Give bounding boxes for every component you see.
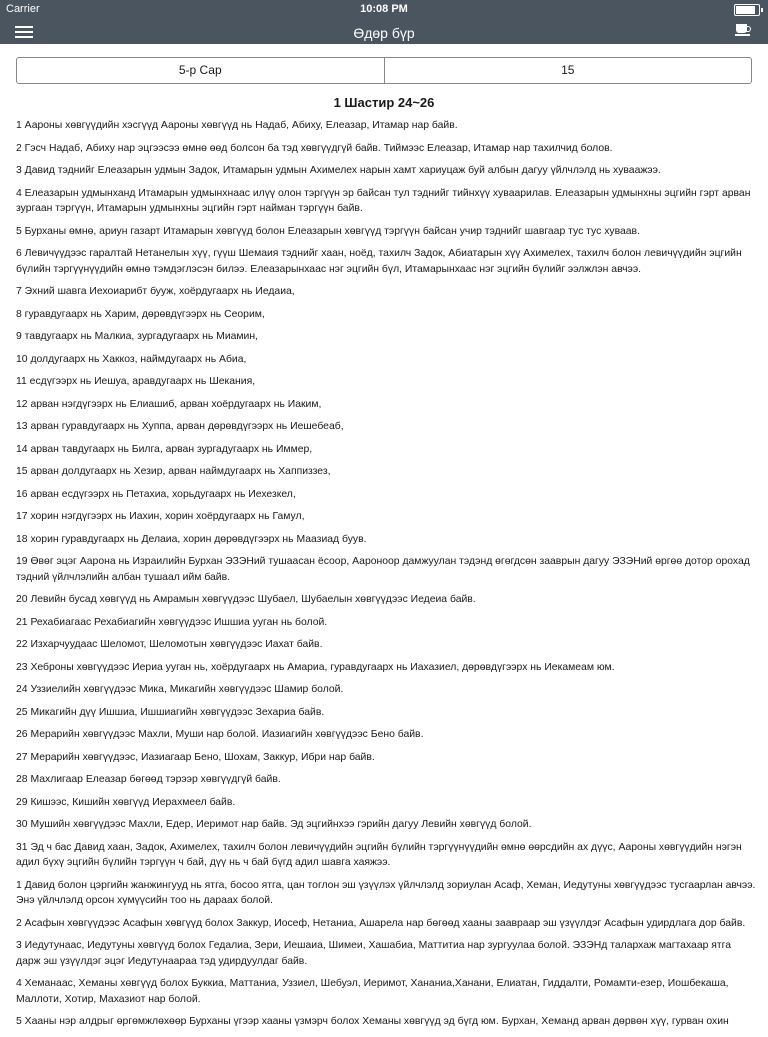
verse-text: 30 Мушийн хөвгүүдээс Махли, Едер, Иеримот нар байв. Эд эцгийнхээ гэрийн дагуу Левийн хөвгүүд болой. xyxy=(16,819,532,830)
verse-text: 17 хорин нэгдүгээрх нь Иахин, хорин хоёрдугаарх нь Гамул, xyxy=(16,511,305,522)
verse-text: 5 Хааны нэр алдрыг өргөмжлөхөөр Бурханы үгээр хааны үзмэрч болох Хеманы хөвгүүд эд бүгд юм. Бурхан, Хеманд арван дөрвөн хүү, гурван охин xyxy=(16,1016,729,1027)
verse-text: 9 тавдугаарх нь Малкиа, зургадугаарх нь Миамин, xyxy=(16,331,258,342)
verse-text: 28 Махлигаар Елеазар бөгөөд тэрээр хөвгүүдгүй байв. xyxy=(16,774,281,785)
status-bar xyxy=(0,0,768,20)
battery-icon xyxy=(734,4,760,16)
verse-text: 23 Хеброны хөвгүүдээс Иериа ууган нь, хоёрдугаарх нь Амариа, гуравдугаарх нь Иахазиел, дөрөвдүгээрх нь Иекамеам юм. xyxy=(16,661,615,673)
verse-text: 13 арван гуравдугаарх нь Хуппа, арван дөрөвдүгээрх нь Иешебеаб, xyxy=(16,421,344,432)
verse-list xyxy=(16,118,756,1037)
verse-text: 3 Давид тэднийг Елеазарын удмын Задок, Итамарын удмын Ахимелех нарын хамт хариуцаж буй албын дагуу үйлчлэлд нь хуваажээ. xyxy=(16,165,661,176)
nav-bar xyxy=(0,20,768,44)
verse-text: 3 Иедутунаас, Иедутуны хөвгүүд болох Гедалиа, Зери, Иешаиа, Шимеи, Хашабиа, Маттитиа нар зургуулаа болой. ЭЗЭНд талархаж магтахаар ятга дарж эш үзүүлдэг эцэг Иедутунаараа тэд удирдуулдаг байв. xyxy=(16,940,731,967)
coffee-cup-icon[interactable] xyxy=(736,24,750,36)
verse-text: 26 Мерарийн хөвгүүдээс Махли, Муши нар болой. Иазиагийн хөвгүүдээс Бено байв. xyxy=(16,729,424,740)
verse-text: 25 Микагийн дүү Ишшиа, Ишшиагийн хөвгүүдээс Зехариа байв. xyxy=(16,706,325,718)
verse-text: 22 Изхарчуудаас Шеломот, Шеломотын хөвгүүдээс Иахат байв. xyxy=(16,639,323,650)
verse-text: 19 Өвөг эцэг Аарона нь Израилийн Бурхан ЭЗЭНий тушаасан ёсоор, Аароноор дамжуулан тэдэнд өгөгдсөн зааврын дагуу ЭЗЭНий өргөө дотор орохад тэдний үйлчлэлийн албан тушаал ийм байв. xyxy=(16,556,750,583)
verse-text: 1 Давид болон цэргийн жанжингууд нь ятга, босоо ятга, цан тоглон эш үзүүлэх үйлчлэлд зориулан Асаф, Хеман, Иедутуны хөвгүүдээс тусгаарлан авчээ. Энэ үйлчлэлд орсон хүмүүсийн тоо нь дараах болой. xyxy=(16,879,756,906)
verse-text: 16 арван есдүгээрх нь Петахиа, хорьдугаарх нь Иехезкел, xyxy=(16,488,296,500)
status-time: 10:08 PM xyxy=(360,3,408,15)
carrier-label: Carrier xyxy=(6,3,40,15)
verse-text: 15 арван долдугаарх нь Хезир, арван наймдугаарх нь Хаппиззез, xyxy=(16,466,331,477)
verse-text: 2 Асафын хөвгүүдээс Асафын хөвгүүд болох Заккур, Иосеф, Нетаниа, Ашарела нар бөгөөд хааны зааврaар эш үзүүлдэг Асафын удирдлага дор байв. xyxy=(16,917,746,929)
verse-text: 21 Рехабиагаас Рехабиагийн хөвгүүдээс Ишшиа ууган нь болой. xyxy=(16,616,328,628)
verse-text: 4 Хеманаас, Хеманы хөвгүүд болох Буккиа, Маттаниа, Уззиел, Шебуэл, Иеримот, Хананиа,Ханани, Елиатан, Гиддалти, Ромамти-езер, Иошбекаша, Маллоти, Хотир, Махазиот нар болой. xyxy=(16,978,729,1005)
verse-text: 7 Эхний шавга Иехоиарибт бууж, хоёрдугаарх нь Иедаиа, xyxy=(16,286,295,297)
verse-text: 1 Аароны хөвгүүдийн хэсгүүд Аароны хөвгүүд нь Надаб, Абиху, Елеазар, Итамар нар байв. xyxy=(16,120,458,131)
verse-text: 5 Бурханы өмнө, ариун газарт Итамарын хөвгүүд болон Елеазарын хөвгүүд тэргүүн байсан учир тэднийг шавгаар тус тус хуваав. xyxy=(16,225,640,237)
verse-text: 6 Левичүүдээс гаралтай Нетанелын хүү, гүүш Шемаия тэднийг хаан, ноёд, тахилч Задок, Абиатарын хүү Ахимелех, тахилч болон левичүүдийн эцгийн бүлийн тэргүүнүүдийн өмнө тэмдэглэсэн билээ. Елеазарынхаас нэг эцгийн бүл, Итамарынхаас нэг эцгийн бүлийг ээлжлэн авчээ. xyxy=(16,248,742,275)
verse-text: 4 Елеазарын удмынханд Итамарын удмынхнаас илүү олон тэргүүн эр байсан тул тэднийг тийнхүү хуваарилав. Елеазарын удмынхны эцгийн гэрт арван зургаан тэргүүн, Итамарын удмынхны эцгийн гэрт найман тэргүүн байв. xyxy=(16,187,751,214)
verse-text: 29 Кишээс, Кишийн хөвгүүд Иерахмеел байв. xyxy=(16,796,236,808)
verse-text: 8 гуравдугаарх нь Харим, дөрөвдүгээрх нь Сеорим, xyxy=(16,308,265,320)
chapter-title: 1 Шастир 24~26 xyxy=(333,95,435,110)
verse-text: 18 хорин гуравдугаарх нь Делаиа, хорин дөрөвдүгээрх нь Маазиад буув. xyxy=(16,533,367,545)
verse-text: 12 арван нэгдүгээрх нь Елиашиб, арван хоёрдугаарх нь Иаким, xyxy=(16,398,322,410)
page-title: Өдөр бүр xyxy=(353,25,415,41)
day-selector[interactable]: 15 xyxy=(384,58,752,83)
verse-text: 27 Мерарийн хөвгүүдээс, Иазиагаар Бено, Шохам, Заккур, Ибри нар байв. xyxy=(16,751,375,763)
verse-text: 2 Гэсч Надаб, Абиху нар эцгээсээ өмнө өөд болсон ба тэд хөвгүүдгүй байв. Тиймээс Елеазар, Итамар нар тахилчид болов. xyxy=(16,142,613,154)
date-selector xyxy=(16,57,752,84)
verse-text: 10 долдугаарх нь Хаккоз, наймдугаарх нь Абиа, xyxy=(16,353,247,365)
month-selector[interactable]: 5-р Сар xyxy=(178,63,222,77)
verse-text: 20 Левийн бусад хөвгүүд нь Амрамын хөвгүүдээс Шубаел, Шубаелын хөвгүүдээс Иедеиа байв. xyxy=(16,594,476,605)
verse-text: 24 Уззиелийн хөвгүүдээс Мика, Микагийн хөвгүүдээс Шамир болой. xyxy=(16,684,344,695)
verse-text: 31 Эд ч бас Давид хаан, Задок, Ахимелех, тахилч болон левичүүдийн эцгийн бүлийн тэргүүнүүдийн өмнө өөрсдийн ах дүүс, Аароны хөвгүүдийн нэгэн адил бүхү эцгийн бүлийн тэргүүн ч бай, дүү нь ч бай бүгд адил шавга хаяжээ. xyxy=(16,841,742,868)
verse-text: 14 арван тавдугаарх нь Билга, арван зургадугаарх нь Иммер, xyxy=(16,443,313,455)
verse-text: 11 есдүгээрх нь Иешуа, аравдугаарх нь Шекания, xyxy=(16,376,256,387)
